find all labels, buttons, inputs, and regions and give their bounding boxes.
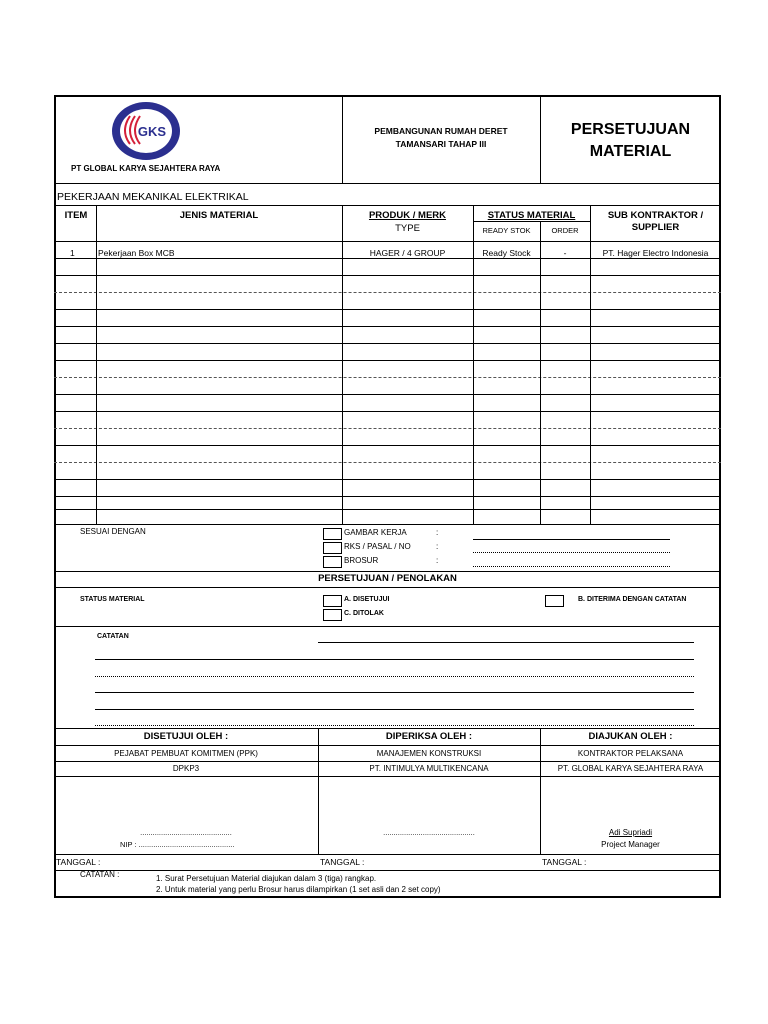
brosur-label: BROSUR — [344, 556, 379, 565]
diterima-catatan-checkbox[interactable] — [545, 595, 564, 607]
col-type: TYPE — [395, 223, 420, 234]
persetujuan-title: PERSETUJUAN / PENOLAKAN — [318, 573, 457, 584]
col-order: ORDER — [551, 226, 579, 235]
col-sub: SUB KONTRAKTOR / — [607, 210, 704, 221]
mk-role: MANAJEMEN KONSTRUKSI — [376, 749, 482, 758]
ditolak-checkbox[interactable] — [323, 609, 342, 621]
ditolak-label: C. DITOLAK — [344, 610, 384, 617]
disetujui-oleh-heading: DISETUJUI OLEH : — [143, 731, 229, 742]
mk-org: PT. INTIMULYA MULTIKENCANA — [369, 764, 489, 773]
disetujui-label: A. DISETUJUI — [344, 596, 390, 603]
ppk-signature-line: ............................................ — [140, 828, 232, 837]
kontraktor-role: KONTRAKTOR PELAKSANA — [577, 749, 684, 758]
col-status: STATUS MATERIAL — [487, 210, 576, 221]
gks-logo-icon — [110, 100, 182, 162]
sesuai-label: SESUAI DENGAN — [80, 527, 146, 536]
col-item: ITEM — [64, 210, 88, 221]
row-jenis: Pekerjaan Box MCB — [98, 248, 175, 258]
brosur-checkbox[interactable] — [323, 556, 342, 568]
project-line-1: PEMBANGUNAN RUMAH DERET — [374, 126, 508, 136]
signer-name: Adi Supriadi — [608, 828, 653, 837]
ppk-role: PEJABAT PEMBUAT KOMITMEN (PPK) — [114, 749, 258, 758]
disetujui-checkbox[interactable] — [323, 595, 342, 607]
gambar-kerja-label: GAMBAR KERJA — [344, 528, 407, 537]
col-jenis: JENIS MATERIAL — [179, 210, 259, 221]
diperiksa-oleh-heading: DIPERIKSA OLEH : — [385, 731, 473, 742]
tanggal-1: TANGGAL : — [56, 857, 101, 867]
colon: : — [436, 542, 439, 551]
ppk-org: DPKP3 — [172, 764, 200, 773]
signer-title: Project Manager — [601, 840, 660, 849]
footer-note-1: 1. Surat Persetujuan Material diajukan dalam 3 (tiga) rangkap. — [156, 874, 377, 883]
section-title: PEKERJAAN MEKANIKAL ELEKTRIKAL — [57, 191, 249, 203]
colon: : — [436, 556, 439, 565]
col-supplier: SUPPLIER — [631, 222, 680, 233]
logo-text: GKS — [137, 124, 167, 139]
form-title-line-2: MATERIAL — [589, 143, 672, 160]
row-sub: PT. Hager Electro Indonesia — [602, 248, 709, 258]
row-order: - — [563, 248, 567, 258]
diterima-catatan-label: B. DITERIMA DENGAN CATATAN — [578, 596, 687, 603]
diajukan-oleh-heading: DIAJUKAN OLEH : — [588, 731, 673, 742]
status-material-label: STATUS MATERIAL — [80, 596, 145, 603]
row-ready: Ready Stock — [482, 248, 531, 258]
company-name: PT GLOBAL KARYA SEJAHTERA RAYA — [71, 164, 221, 173]
gambar-kerja-checkbox[interactable] — [323, 528, 342, 540]
rks-label: RKS / PASAL / NO — [344, 542, 411, 551]
rks-checkbox[interactable] — [323, 542, 342, 554]
company-logo — [110, 100, 182, 162]
footer-note-2: 2. Untuk material yang perlu Brosur harus dilampirkan (1 set asli dan 2 set copy) — [156, 885, 441, 894]
col-produk: PRODUK / MERK — [368, 210, 447, 221]
tanggal-2: TANGGAL : — [320, 857, 365, 867]
ppk-nip: NIP : .............................................. — [120, 840, 235, 849]
kontraktor-org: PT. GLOBAL KARYA SEJAHTERA RAYA — [557, 764, 704, 773]
tanggal-3: TANGGAL : — [542, 857, 587, 867]
mk-signature-line: ............................................ — [383, 828, 475, 837]
row-produk: HAGER / 4 GROUP — [369, 248, 446, 258]
colon: : — [436, 528, 439, 537]
row-item: 1 — [70, 248, 75, 258]
col-ready: READY STOK — [482, 226, 531, 235]
catatan-label: CATATAN — [97, 633, 129, 640]
footer-catatan-label: CATATAN : — [80, 870, 120, 879]
form-title-line-1: PERSETUJUAN — [570, 121, 691, 138]
project-line-2: TAMANSARI TAHAP III — [395, 139, 487, 149]
